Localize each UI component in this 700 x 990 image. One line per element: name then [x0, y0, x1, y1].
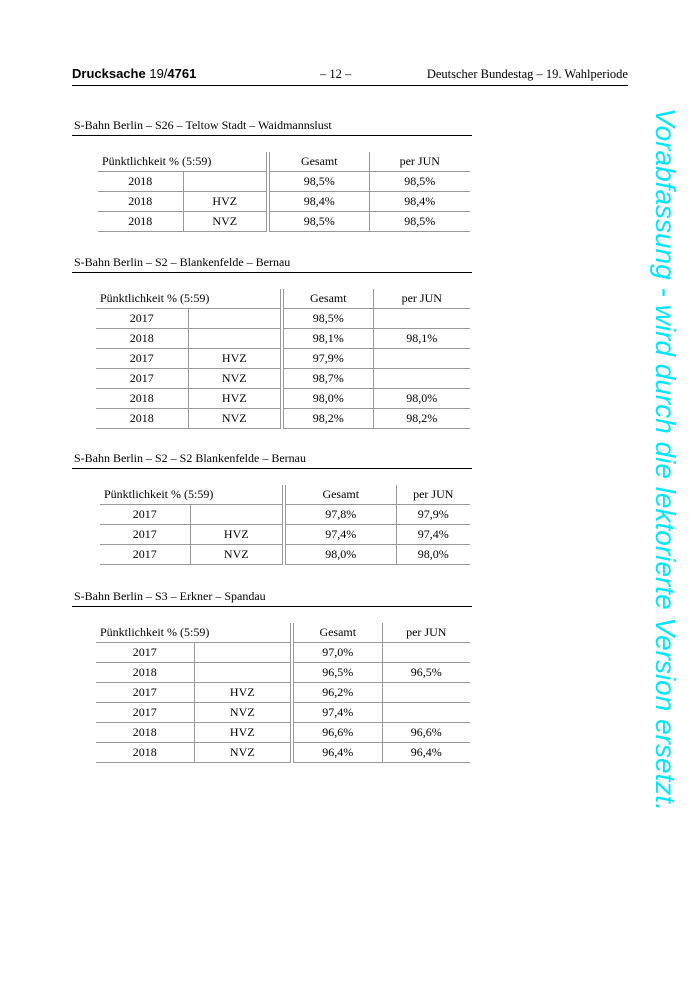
- table-row: [96, 743, 470, 763]
- draft-watermark: Vorabfassung - wird durch die lektorierte Version ersetzt.: [650, 108, 681, 811]
- cell-year: 2018: [96, 329, 188, 349]
- cell-period: NVZ: [190, 545, 284, 565]
- table-row: [98, 212, 470, 232]
- table-row: [96, 329, 470, 349]
- table-row: [96, 409, 470, 429]
- table-row: [96, 349, 470, 369]
- cell-per-jun: 96,6%: [382, 723, 470, 743]
- section-title: S-Bahn Berlin – S2 – S2 Blankenfelde – Bernau: [72, 450, 472, 469]
- cell-per-jun: [382, 703, 470, 723]
- table-row: [100, 505, 470, 525]
- cell-period: [190, 505, 284, 525]
- cell-per-jun: 98,0%: [396, 545, 470, 565]
- cell-period: HVZ: [183, 192, 268, 212]
- cell-total: 97,4%: [284, 525, 396, 545]
- cell-period: NVZ: [194, 743, 292, 763]
- punctuality-table: [100, 485, 470, 565]
- cell-total: 96,5%: [292, 663, 382, 683]
- cell-year: 2017: [96, 683, 194, 703]
- cell-total: 98,5%: [268, 212, 369, 232]
- table-header-row: [96, 289, 470, 309]
- cell-per-jun: 98,5%: [369, 212, 470, 232]
- cell-per-jun: 96,4%: [382, 743, 470, 763]
- punctuality-table: [98, 152, 470, 232]
- column-header: per JUN: [369, 152, 470, 172]
- column-header: Pünktlichkeit % (5:59): [100, 485, 284, 505]
- cell-period: [183, 172, 268, 192]
- column-header: Pünktlichkeit % (5:59): [96, 623, 292, 643]
- table-header-row: [98, 152, 470, 172]
- cell-per-jun: 97,9%: [396, 505, 470, 525]
- cell-year: 2017: [96, 643, 194, 663]
- column-header: Gesamt: [268, 152, 369, 172]
- cell-total: 97,4%: [292, 703, 382, 723]
- cell-total: 98,7%: [282, 369, 373, 389]
- cell-year: 2017: [100, 505, 190, 525]
- table-row: [100, 525, 470, 545]
- cell-period: HVZ: [188, 389, 282, 409]
- section-title: S-Bahn Berlin – S26 – Teltow Stadt – Waidmannslust: [72, 117, 472, 136]
- cell-period: NVZ: [194, 703, 292, 723]
- cell-per-jun: 96,5%: [382, 663, 470, 683]
- cell-per-jun: [382, 643, 470, 663]
- doc-label: Drucksache: [72, 66, 146, 81]
- cell-year: 2018: [98, 172, 183, 192]
- column-header: Pünktlichkeit % (5:59): [96, 289, 282, 309]
- table-row: [96, 309, 470, 329]
- cell-year: 2017: [96, 703, 194, 723]
- cell-per-jun: 98,2%: [373, 409, 470, 429]
- cell-per-jun: [382, 683, 470, 703]
- cell-period: NVZ: [188, 369, 282, 389]
- column-header: per JUN: [382, 623, 470, 643]
- page-number: – 12 –: [320, 67, 352, 81]
- table-row: [96, 389, 470, 409]
- doc-number-prefix: 19/: [149, 66, 168, 81]
- column-header: Gesamt: [282, 289, 373, 309]
- punctuality-table: [96, 289, 470, 429]
- cell-period: [194, 663, 292, 683]
- table-header-row: [100, 485, 470, 505]
- cell-year: 2018: [96, 723, 194, 743]
- table-row: [96, 723, 470, 743]
- cell-total: 98,0%: [284, 545, 396, 565]
- cell-per-jun: 98,4%: [369, 192, 470, 212]
- cell-total: 96,2%: [292, 683, 382, 703]
- cell-year: 2017: [100, 545, 190, 565]
- cell-total: 98,5%: [282, 309, 373, 329]
- cell-period: [194, 643, 292, 663]
- cell-per-jun: [373, 309, 470, 329]
- cell-period: HVZ: [194, 683, 292, 703]
- section-s2: [72, 254, 472, 425]
- cell-total: 98,4%: [268, 192, 369, 212]
- cell-year: 2018: [96, 409, 188, 429]
- cell-year: 2018: [96, 663, 194, 683]
- table-row: [100, 545, 470, 565]
- document-id: [72, 66, 196, 81]
- cell-per-jun: 98,0%: [373, 389, 470, 409]
- page-header: [72, 66, 628, 86]
- cell-total: 96,4%: [292, 743, 382, 763]
- cell-year: 2017: [100, 525, 190, 545]
- cell-year: 2017: [96, 369, 188, 389]
- cell-year: 2018: [96, 389, 188, 409]
- institution: Deutscher Bundestag – 19. Wahlperiode: [426, 67, 628, 81]
- cell-total: 98,5%: [268, 172, 369, 192]
- cell-period: HVZ: [194, 723, 292, 743]
- cell-total: 97,0%: [292, 643, 382, 663]
- cell-per-jun: 98,5%: [369, 172, 470, 192]
- column-header: Gesamt: [284, 485, 396, 505]
- section-s2-b: [72, 450, 472, 561]
- cell-total: 96,6%: [292, 723, 382, 743]
- cell-year: 2017: [96, 309, 188, 329]
- cell-period: HVZ: [190, 525, 284, 545]
- section-s3: [72, 588, 472, 759]
- column-header: Gesamt: [292, 623, 382, 643]
- cell-total: 97,9%: [282, 349, 373, 369]
- header-rule: [72, 85, 628, 86]
- cell-period: [188, 329, 282, 349]
- cell-total: 98,2%: [282, 409, 373, 429]
- cell-year: 2018: [96, 743, 194, 763]
- cell-total: 97,8%: [284, 505, 396, 525]
- cell-period: [188, 309, 282, 329]
- section-s26: [72, 117, 472, 228]
- cell-per-jun: 98,1%: [373, 329, 470, 349]
- cell-period: HVZ: [188, 349, 282, 369]
- cell-period: NVZ: [183, 212, 268, 232]
- cell-per-jun: [373, 349, 470, 369]
- table-row: [98, 192, 470, 212]
- table-row: [96, 369, 470, 389]
- cell-per-jun: 97,4%: [396, 525, 470, 545]
- cell-year: 2018: [98, 192, 183, 212]
- cell-total: 98,1%: [282, 329, 373, 349]
- table-row: [96, 663, 470, 683]
- column-header: Pünktlichkeit % (5:59): [98, 152, 268, 172]
- column-header: per JUN: [396, 485, 470, 505]
- column-header: per JUN: [373, 289, 470, 309]
- table-row: [96, 703, 470, 723]
- section-title: S-Bahn Berlin – S2 – Blankenfelde – Bernau: [72, 254, 472, 273]
- cell-total: 98,0%: [282, 389, 373, 409]
- punctuality-table: [96, 623, 470, 763]
- table-header-row: [96, 623, 470, 643]
- table-row: [96, 683, 470, 703]
- cell-year: 2018: [98, 212, 183, 232]
- cell-year: 2017: [96, 349, 188, 369]
- table-row: [98, 172, 470, 192]
- cell-per-jun: [373, 369, 470, 389]
- table-row: [96, 643, 470, 663]
- section-title: S-Bahn Berlin – S3 – Erkner – Spandau: [72, 588, 472, 607]
- cell-period: NVZ: [188, 409, 282, 429]
- doc-number: 4761: [167, 66, 197, 81]
